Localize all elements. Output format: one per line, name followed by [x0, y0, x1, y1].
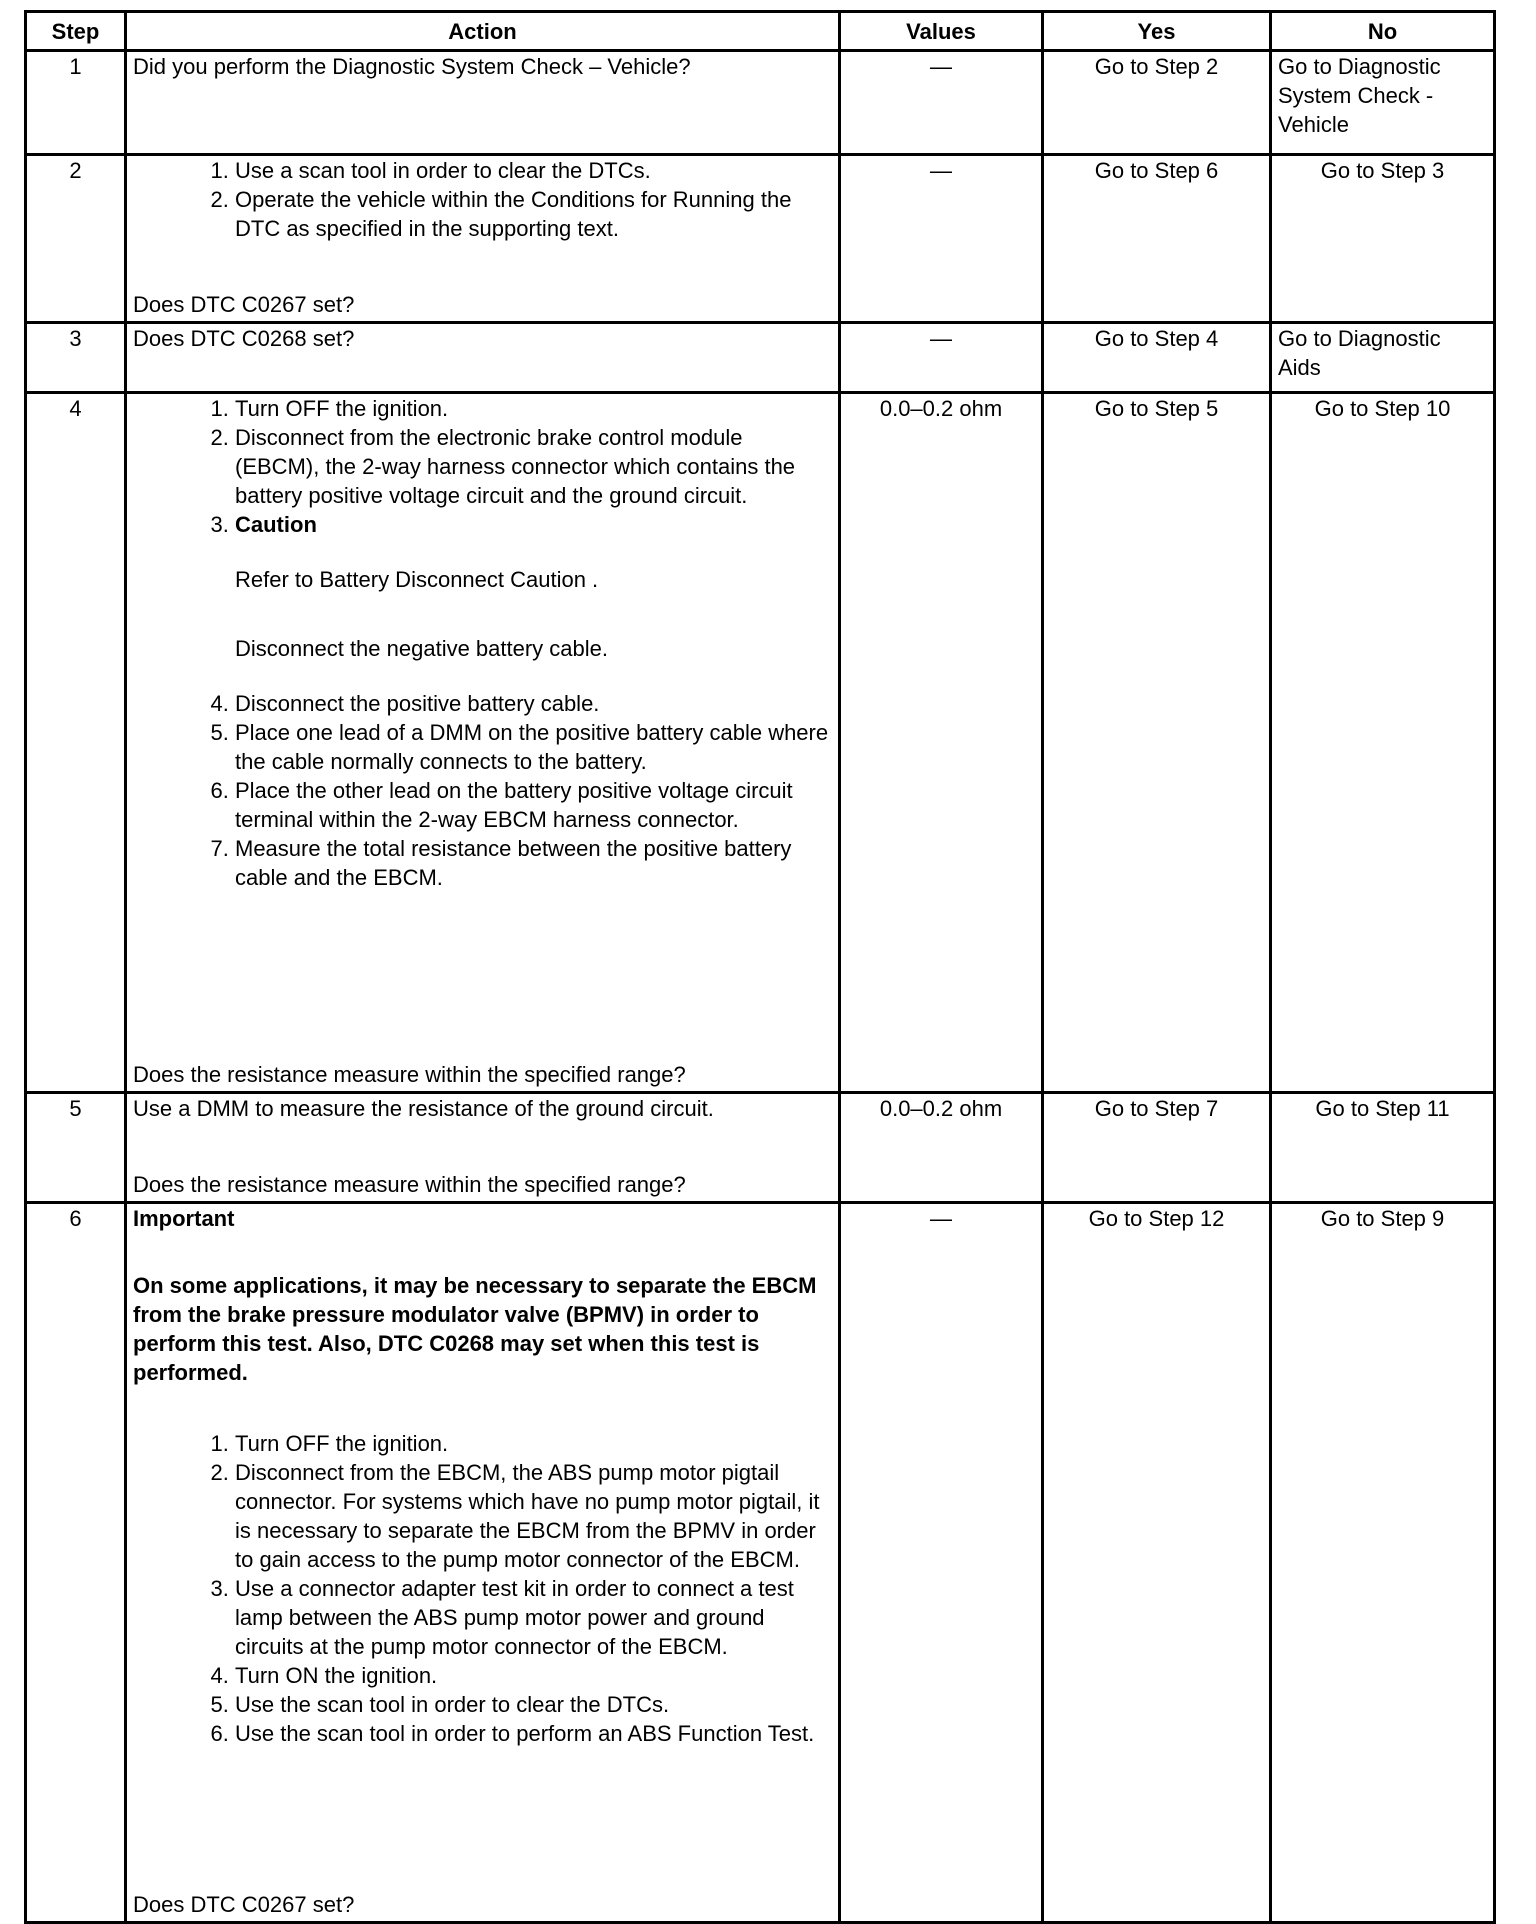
- important-title: Important: [133, 1206, 235, 1231]
- value-cell: 0.0–0.2 ohm: [840, 393, 1043, 1093]
- yes-cell: Go to Step 7: [1043, 1093, 1271, 1203]
- value-cell: —: [840, 1203, 1043, 1923]
- no-cell: Go to Step 3: [1271, 155, 1495, 323]
- action-cell: [126, 155, 840, 323]
- list-item: 2. Disconnect from the EBCM, the ABS pump motor pigtail connector. For systems which have no pump motor pigtail, it is necessary to separate the EBCM from the BPMV in order to gain access to the pump motor connector of the EBCM.: [235, 1458, 832, 1574]
- header-values: Values: [840, 12, 1043, 51]
- table-row: [26, 155, 1495, 323]
- step-number: 6: [26, 1203, 126, 1923]
- action-intro: Use a DMM to measure the resistance of the ground circuit.: [133, 1096, 714, 1121]
- list-item: 4. Turn ON the ignition.: [235, 1661, 832, 1690]
- list-item: 2. Disconnect from the electronic brake control module (EBCM), the 2-way harness connector which contains the battery positive voltage circuit and the ground circuit.: [235, 423, 832, 510]
- list-item: 1. Use a scan tool in order to clear the DTCs.: [235, 156, 832, 185]
- yes-cell: Go to Step 4: [1043, 323, 1271, 393]
- step-number: 1: [26, 51, 126, 155]
- value-cell: —: [840, 323, 1043, 393]
- yes-cell: Go to Step 5: [1043, 393, 1271, 1093]
- header-action: Action: [126, 12, 840, 51]
- header-no: No: [1271, 12, 1495, 51]
- no-cell: Go to Diagnostic System Check - Vehicle: [1271, 51, 1495, 155]
- important-text: On some applications, it may be necessary to separate the EBCM from the brake pressure modulator valve (BPMV) in order to perform this test. Also, DTC C0268 may set when this test is performed.: [133, 1273, 817, 1385]
- no-cell: Go to Step 10: [1271, 393, 1495, 1093]
- action-cell: [126, 323, 840, 393]
- value-cell: —: [840, 51, 1043, 155]
- action-cell: [126, 51, 840, 155]
- list-item: 3. Use a connector adapter test kit in order to connect a test lamp between the ABS pump motor power and ground circuits at the pump motor connector of the EBCM.: [235, 1574, 832, 1661]
- value-cell: —: [840, 155, 1043, 323]
- list-item: 1. Turn OFF the ignition.: [235, 394, 832, 423]
- diagnostic-page: [24, 10, 1493, 1924]
- action-question: Does DTC C0268 set?: [133, 326, 355, 351]
- action-question: Does DTC C0267 set?: [133, 292, 355, 317]
- list-item: 5. Place one lead of a DMM on the positive battery cable where the cable normally connects to the battery.: [235, 718, 832, 776]
- list-item: 5. Use the scan tool in order to clear the DTCs.: [235, 1690, 832, 1719]
- no-cell: Go to Step 11: [1271, 1093, 1495, 1203]
- list-item: 2. Operate the vehicle within the Conditions for Running the DTC as specified in the supporting text.: [235, 185, 832, 243]
- action-steps: [133, 1429, 832, 1748]
- no-cell: Go to Diagnostic Aids: [1271, 323, 1495, 393]
- caution-reference: Refer to Battery Disconnect Caution .: [235, 567, 599, 592]
- step-number: 2: [26, 155, 126, 323]
- header-row: [26, 12, 1495, 51]
- action-question: Does the resistance measure within the specified range?: [133, 1172, 686, 1197]
- table-row: [26, 1093, 1495, 1203]
- list-item: 6. Place the other lead on the battery positive voltage circuit terminal within the 2-way EBCM harness connector.: [235, 776, 832, 834]
- yes-cell: Go to Step 12: [1043, 1203, 1271, 1923]
- action-cell: [126, 393, 840, 1093]
- caution-label: Caution: [235, 512, 317, 537]
- table-row: [26, 51, 1495, 155]
- yes-cell: Go to Step 2: [1043, 51, 1271, 155]
- step-number: 3: [26, 323, 126, 393]
- table-row: [26, 1203, 1495, 1923]
- list-item: 7. Measure the total resistance between the positive battery cable and the EBCM.: [235, 834, 832, 892]
- step-number: 4: [26, 393, 126, 1093]
- table-row: [26, 393, 1495, 1093]
- table-row: [26, 323, 1495, 393]
- action-question: Does DTC C0267 set?: [133, 1892, 355, 1917]
- list-item: 6. Use the scan tool in order to perform an ABS Function Test.: [235, 1719, 832, 1748]
- action-steps: [133, 156, 832, 243]
- list-item: [235, 510, 832, 689]
- diagnostic-table: [24, 10, 1496, 1924]
- action-question: Does the resistance measure within the specified range?: [133, 1062, 686, 1087]
- value-cell: 0.0–0.2 ohm: [840, 1093, 1043, 1203]
- step-number: 5: [26, 1093, 126, 1203]
- caution-action: Disconnect the negative battery cable.: [235, 636, 609, 661]
- action-cell: [126, 1203, 840, 1923]
- action-question: Did you perform the Diagnostic System Check – Vehicle?: [133, 54, 691, 79]
- list-item: 4. Disconnect the positive battery cable.: [235, 689, 832, 718]
- header-step: Step: [26, 12, 126, 51]
- no-cell: Go to Step 9: [1271, 1203, 1495, 1923]
- header-yes: Yes: [1043, 12, 1271, 51]
- action-cell: [126, 1093, 840, 1203]
- action-steps: [133, 394, 832, 892]
- list-item: 1. Turn OFF the ignition.: [235, 1429, 832, 1458]
- yes-cell: Go to Step 6: [1043, 155, 1271, 323]
